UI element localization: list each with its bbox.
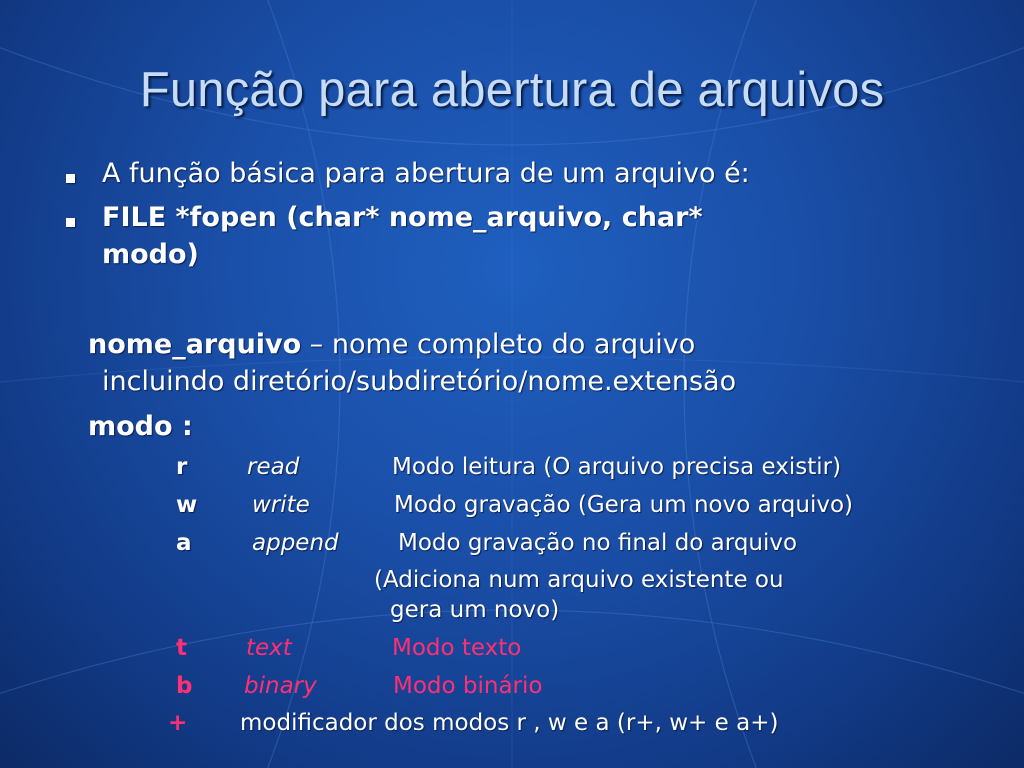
bullet-text-1: A função básica para abertura de um arquivo é: bbox=[102, 158, 750, 189]
nome-arquivo-key: nome_arquivo bbox=[88, 329, 302, 360]
mode-code-r: r bbox=[176, 454, 188, 480]
mode-desc-binary: Modo binário bbox=[393, 673, 543, 699]
mode-desc-text: Modo texto bbox=[392, 635, 522, 661]
nome-arquivo-line bbox=[88, 329, 695, 360]
modifier-code: + bbox=[168, 710, 188, 736]
bullet-text-2-continued: modo) bbox=[102, 239, 199, 270]
bullet-icon bbox=[66, 174, 75, 183]
mode-name-read: read bbox=[247, 454, 300, 480]
mode-name-append: append bbox=[252, 530, 339, 556]
bullet-icon bbox=[66, 218, 75, 227]
mode-code-w: w bbox=[176, 492, 198, 518]
mode-name-text: text bbox=[246, 635, 292, 661]
mode-code-b: b bbox=[176, 673, 193, 699]
modo-heading: modo : bbox=[88, 411, 193, 442]
nome-arquivo-desc-continued: incluindo diretório/subdiretório/nome.extensão bbox=[102, 366, 737, 397]
append-note: (Adiciona num arquivo existente ou bbox=[374, 567, 784, 593]
modifier-desc: modificador dos modos r , w e a (r+, w+ e a+) bbox=[240, 710, 779, 736]
mode-name-write: write bbox=[252, 492, 310, 518]
mode-name-binary: binary bbox=[244, 673, 317, 699]
append-note-continued: gera um novo) bbox=[390, 597, 560, 623]
mode-desc-read: Modo leitura (O arquivo precisa existir) bbox=[392, 454, 842, 480]
bullet-text-2: FILE *fopen (char* nome_arquivo, char* bbox=[102, 202, 703, 233]
page-title: Função para abertura de arquivos bbox=[139, 63, 885, 117]
mode-code-t: t bbox=[176, 635, 187, 661]
mode-desc-write: Modo gravação (Gera um novo arquivo) bbox=[394, 492, 853, 518]
mode-code-a: a bbox=[176, 530, 192, 556]
nome-arquivo-desc: – nome completo do arquivo bbox=[301, 329, 696, 360]
mode-desc-append: Modo gravação no final do arquivo bbox=[398, 530, 798, 556]
